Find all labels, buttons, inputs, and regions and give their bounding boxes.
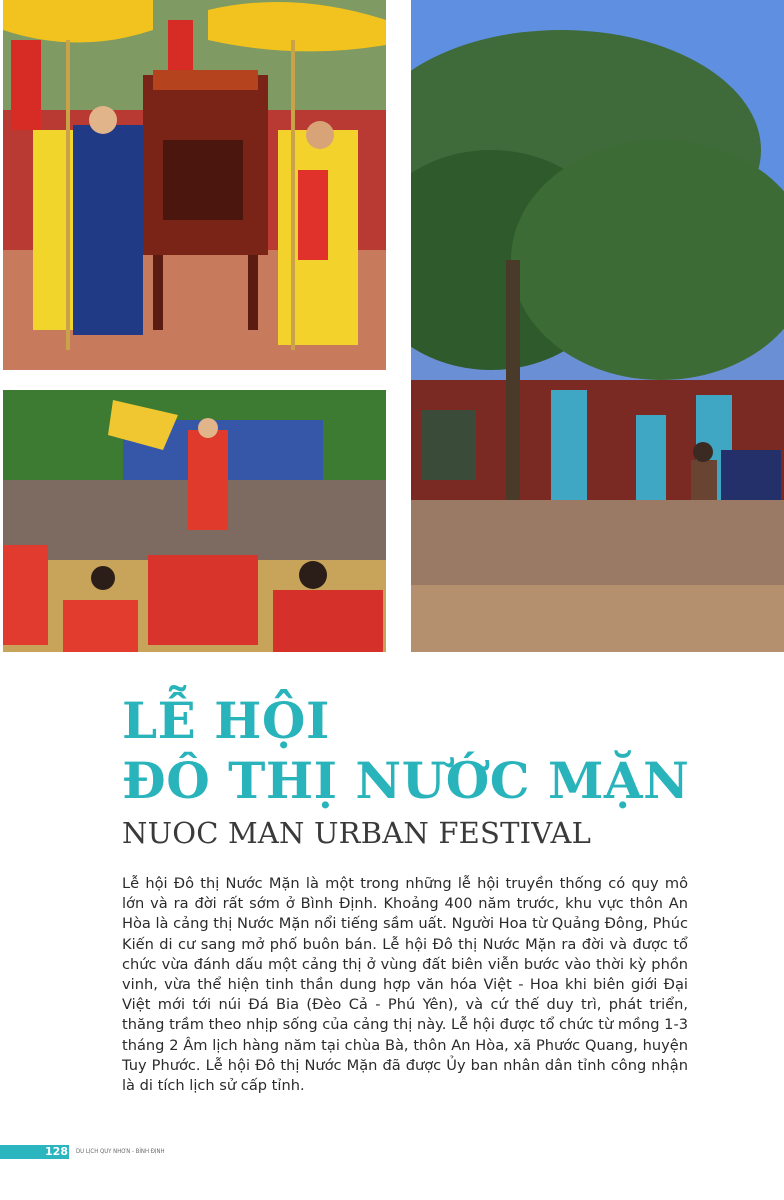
dance-photo [3, 390, 386, 652]
article-title-line-2: ĐÔ THỊ NƯỚC MẶN [122, 751, 690, 810]
article-subtitle: NUOC MAN URBAN FESTIVAL [122, 816, 592, 850]
page-number: 128 [45, 1145, 68, 1158]
article-title-line-1: LỄ HỘI [122, 691, 330, 750]
publication-name: DU LỊCH QUY NHƠN - BÌNH ĐỊNH [76, 1148, 165, 1155]
procession-photo [3, 0, 386, 370]
pagoda-photo [411, 0, 784, 652]
article-body: Lễ hội Đô thị Nước Mặn là một trong những lễ hội truyền thống có quy mô lớn và ra đời rất sớm ở Bình Định. Khoảng 400 năm trước, khu vực thôn An Hòa là cảng thị Nước Mặn nổi tiếng sầm uất. Người Hoa từ Quảng Đông, Phúc Kiến di cư sang mở phố buôn bán. Lễ hội Đô thị Nước Mặn ra đời và được tổ chức vừa đánh dấu một cảng thị ở vùng đất biên viễn bước vào thời kỳ phồn vinh, vừa thể hiện tinh thần dung hợp văn hóa Việt - Hoa khi biên giới Đại Việt mới tới núi Đá Bia (Đèo Cả - Phú Yên), và cứ thế duy trì, phát triển, thăng trầm theo nhịp sống của cảng thị này. Lễ hội được tổ chức từ mồng 1-3 tháng 2 Âm lịch hàng năm tại chùa Bà, thôn An Hòa, xã Phước Quang, huyện Tuy Phước. Lễ hội Đô thị Nước Mặn đã được Ủy ban nhân dân tỉnh công nhận là di tích lịch sử cấp tỉnh. [122, 875, 688, 1095]
